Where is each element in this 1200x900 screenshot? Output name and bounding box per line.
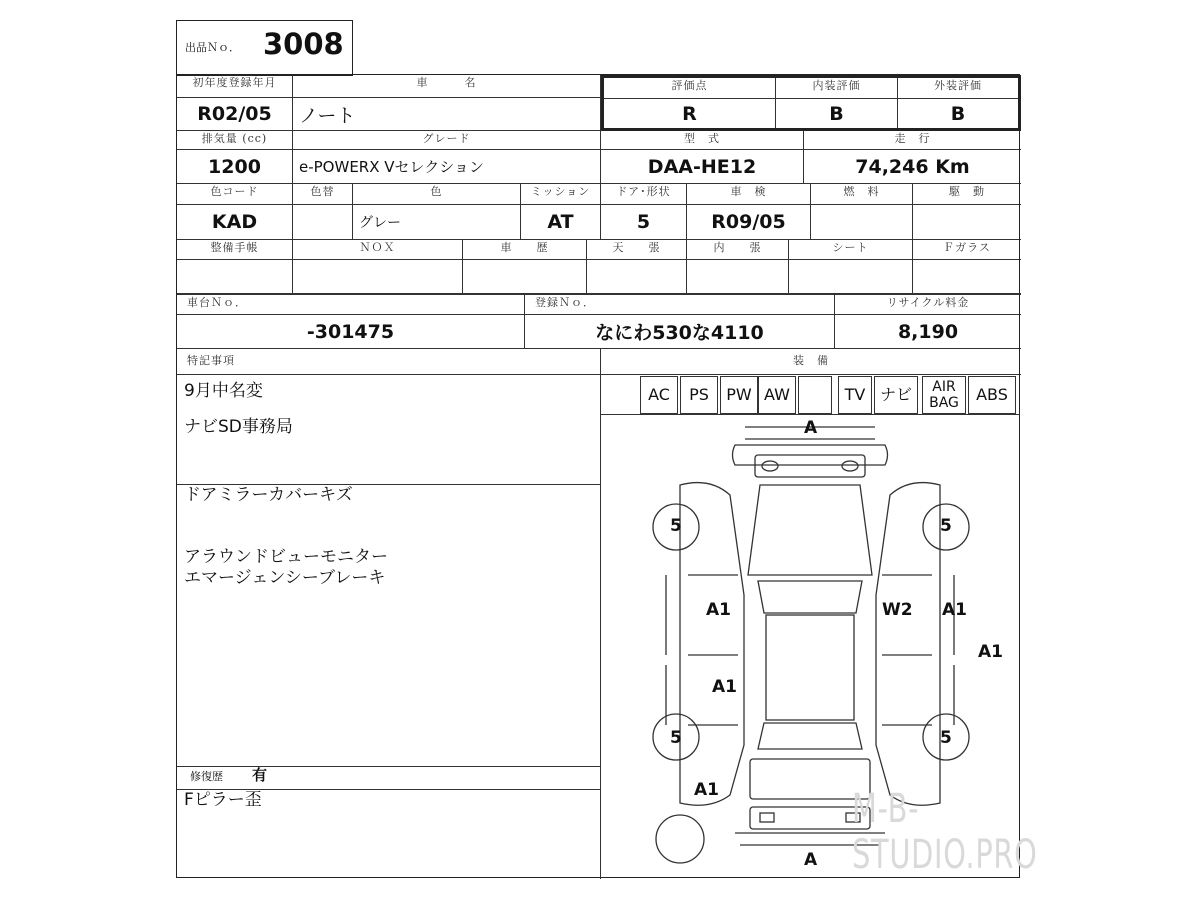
equipment-navi: ナビ (874, 376, 918, 414)
history (463, 260, 587, 294)
header-drive: 駆 動 (913, 184, 1021, 205)
equipment-ac: AC (640, 376, 678, 414)
recycle-fee: 8,190 (835, 315, 1021, 349)
mark-front-bumper: A (804, 418, 818, 438)
equipment-blank (798, 376, 832, 414)
mark-rear-bumper: A (804, 850, 818, 870)
header-history: 車 歴 (463, 240, 587, 260)
header-recycle: リサイクル料金 (835, 295, 1021, 315)
header-doors: ドア･形状 (601, 184, 687, 205)
header-roof: 天 張 (587, 240, 687, 260)
fuel (811, 205, 913, 240)
chassis-number: -301475 (177, 315, 525, 349)
inner-lining (687, 260, 789, 294)
special-note-2: ナビSD事務局 (184, 417, 293, 437)
repair-history-row (177, 767, 601, 790)
displacement: 1200 (177, 150, 293, 184)
header-service-book: 整備手帳 (177, 240, 293, 260)
header-mileage: 走 行 (804, 131, 1021, 150)
repair-detail: Fピラー歪 (184, 790, 262, 810)
car-name: ノート (293, 98, 601, 131)
equipment-ps: PS (680, 376, 718, 414)
seat (789, 260, 913, 294)
doors: 5 (601, 205, 687, 240)
remark-mirror-scratch: ドアミラーカバーキズ (184, 485, 353, 505)
mission: AT (521, 205, 601, 240)
header-chassis: 車台Ｎｏ． (177, 295, 525, 315)
front-glass (913, 260, 1021, 294)
mark-left-front-door: A1 (706, 600, 731, 620)
header-special-notes: 特記事項 (177, 349, 601, 375)
repaint (293, 205, 353, 240)
model-code: DAA-HE12 (601, 150, 804, 184)
equipment-abs: ABS (968, 376, 1016, 414)
lot-number: 3008 (263, 27, 344, 61)
header-mission: ミッション (521, 184, 601, 205)
mark-tire-rear-left: 5 (670, 728, 682, 748)
header-first-registration: 初年度登録年月 (177, 75, 293, 98)
remark-emergency-brake: エマージェンシーブレーキ (184, 568, 386, 588)
header-interior: 内装評価 (776, 78, 898, 99)
inspection: R09/05 (687, 205, 811, 240)
grade: e-POWERX Vセレクション (293, 150, 601, 184)
service-book (177, 260, 293, 294)
header-grade: グレード (293, 131, 601, 150)
first-registration: R02/05 (177, 98, 293, 131)
repair-history-label: 修復歴 (190, 770, 223, 783)
exterior-value: B (950, 102, 966, 125)
remarks-box (177, 485, 601, 767)
color-code: KAD (177, 205, 293, 240)
color: グレー (353, 205, 521, 240)
equipment-aw: AW (758, 376, 796, 414)
mark-tire-front-left: 5 (670, 516, 682, 536)
header-inspection: 車 検 (687, 184, 811, 205)
header-score: 評価点 (604, 78, 776, 99)
header-model: 型 式 (601, 131, 804, 150)
mileage: 74,246 Km (804, 150, 1021, 184)
header-repaint: 色替 (293, 184, 353, 205)
rating-block (601, 75, 1021, 131)
remark-around-view: アラウンドビューモニター (184, 547, 388, 567)
mark-right-side-outer: A1 (978, 642, 1003, 662)
header-color: 色 (353, 184, 521, 205)
header-car-name: 車 名 (293, 75, 601, 98)
header-exterior: 外装評価 (898, 78, 1018, 99)
drive (913, 205, 1021, 240)
mark-tire-rear-right: 5 (940, 728, 952, 748)
lot-label: 出品Ｎｏ． (185, 41, 240, 54)
interior-value: B (776, 99, 898, 128)
header-inner-lining: 内 張 (687, 240, 789, 260)
header-front-glass: Ｆガラス (913, 240, 1021, 260)
watermark: M-B-STUDIO.PRO (852, 786, 1038, 878)
plate-number: なにわ530な4110 (525, 315, 835, 349)
repair-history-value: 有 (252, 766, 268, 784)
header-seat: シート (789, 240, 913, 260)
mark-left-rear-door: A1 (712, 677, 737, 697)
mark-tire-front-right: 5 (940, 516, 952, 536)
mark-left-rear-quarter: A1 (694, 780, 719, 800)
header-equipment: 装 備 (601, 349, 1021, 375)
header-fuel: 燃 料 (811, 184, 913, 205)
score-value: R (604, 99, 776, 128)
lot-number-box (176, 20, 353, 76)
nox (293, 260, 463, 294)
equipment-pw: PW (720, 376, 758, 414)
header-plate: 登録Ｎｏ． (525, 295, 835, 315)
header-nox: ＮＯＸ (293, 240, 463, 260)
special-note-1: 9月中名変 (184, 381, 263, 401)
mark-right-front-door-w: W2 (882, 600, 913, 620)
equipment-tv: TV (838, 376, 872, 414)
header-color-code: 色コード (177, 184, 293, 205)
roof (587, 260, 687, 294)
header-displacement: 排気量 (cc) (177, 131, 293, 150)
equipment-airbag: AIR BAG (922, 376, 966, 414)
mark-right-front-door-a: A1 (942, 600, 967, 620)
